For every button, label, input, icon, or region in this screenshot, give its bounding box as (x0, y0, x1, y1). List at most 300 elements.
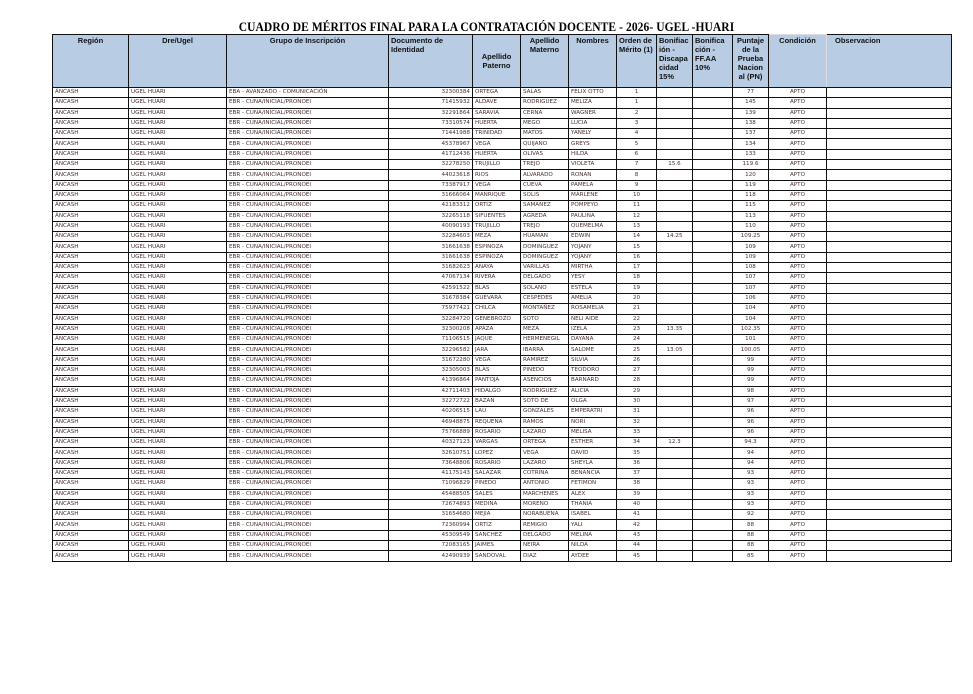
cell-documento: 41396864 (389, 376, 473, 386)
table-row (53, 160, 952, 170)
cell-documento: 42591522 (389, 283, 473, 293)
cell-grupo: EBR - CUNA/INICIAL/PRONOEI (227, 479, 389, 489)
cell-grupo: EBR - CUNA/INICIAL/PRONOEI (227, 427, 389, 437)
cell-bonif-ffaa (693, 458, 733, 468)
cell-bonif-discapacidad (657, 293, 693, 303)
table-row (53, 499, 952, 509)
cell-region: ÁNCASH (53, 232, 129, 242)
cell-ugel: UGEL HUARI (129, 180, 227, 190)
cell-grupo: EBR - CUNA/INICIAL/PRONOEI (227, 232, 389, 242)
cell-observacion (827, 438, 952, 448)
cell-apellido-materno: MONTAÑEZ (521, 304, 569, 314)
cell-apellido-paterno: SIFUENTES (473, 211, 521, 221)
cell-observacion (827, 335, 952, 345)
cell-bonif-discapacidad: 14.25 (657, 232, 693, 242)
cell-puntaje: 96 (733, 427, 769, 437)
cell-orden: 4 (617, 129, 657, 139)
cell-grupo: EBR - CUNA/INICIAL/PRONOEI (227, 242, 389, 252)
cell-grupo: EBR - CUNA/INICIAL/PRONOEI (227, 263, 389, 273)
cell-orden: 1 (617, 98, 657, 108)
cell-nombres: BARNARD (569, 376, 617, 386)
cell-documento: 32284603 (389, 232, 473, 242)
cell-nombres: BENANCIA (569, 468, 617, 478)
cell-grupo: EBR - CUNA/INICIAL/PRONOEI (227, 355, 389, 365)
cell-grupo: EBR - CUNA/INICIAL/PRONOEI (227, 551, 389, 561)
cell-orden: 27 (617, 366, 657, 376)
table-row (53, 335, 952, 345)
cell-ugel: UGEL HUARI (129, 211, 227, 221)
cell-condicion: APTO (769, 304, 827, 314)
cell-bonif-discapacidad (657, 273, 693, 283)
cell-orden: 17 (617, 263, 657, 273)
table-row (53, 530, 952, 540)
cell-grupo: EBR - CUNA/INICIAL/PRONOEI (227, 345, 389, 355)
cell-documento: 72083165 (389, 541, 473, 551)
table-row (53, 520, 952, 530)
cell-nombres: SHEYLA (569, 458, 617, 468)
cell-documento: 42490939 (389, 551, 473, 561)
cell-apellido-materno: IBARRA (521, 345, 569, 355)
cell-ugel: UGEL HUARI (129, 304, 227, 314)
cell-ugel: UGEL HUARI (129, 98, 227, 108)
table-row (53, 468, 952, 478)
cell-nombres: VIOLETA (569, 160, 617, 170)
cell-orden: 25 (617, 345, 657, 355)
table-row (53, 345, 952, 355)
cell-observacion (827, 201, 952, 211)
cell-observacion (827, 510, 952, 520)
cell-observacion (827, 180, 952, 190)
cell-nombres: DAYANA (569, 335, 617, 345)
cell-condicion: APTO (769, 551, 827, 561)
cell-orden: 22 (617, 314, 657, 324)
cell-region: ÁNCASH (53, 190, 129, 200)
cell-bonif-ffaa (693, 448, 733, 458)
cell-apellido-materno: LAZARO (521, 427, 569, 437)
table-row (53, 108, 952, 118)
cell-bonif-ffaa (693, 366, 733, 376)
cell-documento: 31666064 (389, 190, 473, 200)
table-row (53, 510, 952, 520)
cell-grupo: EBR - CUNA/INICIAL/PRONOEI (227, 335, 389, 345)
table-row (53, 417, 952, 427)
cell-ugel: UGEL HUARI (129, 160, 227, 170)
cell-apellido-paterno: JAQUE (473, 335, 521, 345)
cell-apellido-paterno: VEGA (473, 355, 521, 365)
cell-ugel: UGEL HUARI (129, 427, 227, 437)
cell-bonif-ffaa (693, 293, 733, 303)
cell-orden: 9 (617, 180, 657, 190)
cell-region: ÁNCASH (53, 149, 129, 159)
cell-observacion (827, 149, 952, 159)
cell-puntaje: 115 (733, 201, 769, 211)
cell-orden: 14 (617, 232, 657, 242)
cell-observacion (827, 458, 952, 468)
cell-ugel: UGEL HUARI (129, 335, 227, 345)
cell-bonif-discapacidad (657, 180, 693, 190)
cell-apellido-materno: LAZARO (521, 458, 569, 468)
cell-apellido-paterno: LAU (473, 407, 521, 417)
cell-orden: 31 (617, 407, 657, 417)
cell-apellido-paterno: BAZAN (473, 396, 521, 406)
cell-condicion: APTO (769, 232, 827, 242)
cell-orden: 16 (617, 252, 657, 262)
cell-nombres: POMPEYO (569, 201, 617, 211)
header-row (53, 35, 952, 88)
cell-apellido-paterno: MEJIA (473, 510, 521, 520)
cell-ugel: UGEL HUARI (129, 386, 227, 396)
cell-ugel: UGEL HUARI (129, 129, 227, 139)
cell-apellido-paterno: TRINIDAD (473, 129, 521, 139)
cell-condicion: APTO (769, 427, 827, 437)
cell-puntaje: 119.6 (733, 160, 769, 170)
cell-puntaje: 85 (733, 551, 769, 561)
cell-condicion: APTO (769, 314, 827, 324)
cell-grupo: EBR - CUNA/INICIAL/PRONOEI (227, 273, 389, 283)
cell-region: ÁNCASH (53, 129, 129, 139)
cell-apellido-materno: SOLANO (521, 283, 569, 293)
cell-observacion (827, 108, 952, 118)
cell-observacion (827, 530, 952, 540)
cell-apellido-paterno: MEZA (473, 232, 521, 242)
cell-puntaje: 104 (733, 304, 769, 314)
cell-orden: 5 (617, 139, 657, 149)
cell-region: ÁNCASH (53, 108, 129, 118)
cell-bonif-ffaa (693, 139, 733, 149)
cell-bonif-ffaa (693, 468, 733, 478)
cell-condicion: APTO (769, 489, 827, 499)
cell-puntaje: 110 (733, 221, 769, 231)
cell-bonif-discapacidad: 15.6 (657, 160, 693, 170)
cell-apellido-materno: NEIRA (521, 541, 569, 551)
table-row (53, 180, 952, 190)
cell-region: ÁNCASH (53, 88, 129, 98)
cell-grupo: EBR - CUNA/INICIAL/PRONOEI (227, 149, 389, 159)
cell-puntaje: 109.25 (733, 232, 769, 242)
cell-documento: 40090193 (389, 221, 473, 231)
cell-nombres: YANELY (569, 129, 617, 139)
cell-condicion: APTO (769, 499, 827, 509)
cell-region: ÁNCASH (53, 479, 129, 489)
cell-apellido-paterno: MANRIQUE (473, 190, 521, 200)
cell-apellido-materno: SOTO DE (521, 396, 569, 406)
cell-puntaje: 102.35 (733, 324, 769, 334)
cell-orden: 10 (617, 190, 657, 200)
cell-region: ÁNCASH (53, 366, 129, 376)
cell-orden: 38 (617, 479, 657, 489)
cell-bonif-discapacidad (657, 355, 693, 365)
cell-condicion: APTO (769, 520, 827, 530)
cell-apellido-materno: REMIGIO (521, 520, 569, 530)
cell-region: ÁNCASH (53, 376, 129, 386)
cell-documento: 32300384 (389, 88, 473, 98)
cell-observacion (827, 499, 952, 509)
cell-nombres: YOJANY (569, 252, 617, 262)
cell-bonif-ffaa (693, 417, 733, 427)
cell-orden: 37 (617, 468, 657, 478)
cell-nombres: SILVIA (569, 355, 617, 365)
cell-bonif-ffaa (693, 283, 733, 293)
cell-condicion: APTO (769, 479, 827, 489)
table-row (53, 263, 952, 273)
cell-apellido-materno: MEGO (521, 118, 569, 128)
cell-observacion (827, 386, 952, 396)
cell-grupo: EBR - CUNA/INICIAL/PRONOEI (227, 160, 389, 170)
cell-grupo: EBR - CUNA/INICIAL/PRONOEI (227, 98, 389, 108)
table-row (53, 304, 952, 314)
cell-bonif-discapacidad (657, 520, 693, 530)
cell-condicion: APTO (769, 170, 827, 180)
cell-bonif-discapacidad (657, 190, 693, 200)
cell-ugel: UGEL HUARI (129, 314, 227, 324)
cell-condicion: APTO (769, 242, 827, 252)
cell-grupo: EBR - CUNA/INICIAL/PRONOEI (227, 499, 389, 509)
cell-apellido-paterno: VEGA (473, 139, 521, 149)
cell-condicion: APTO (769, 180, 827, 190)
cell-puntaje: 98 (733, 386, 769, 396)
cell-apellido-paterno: GUEVARA (473, 293, 521, 303)
cell-grupo: EBR - CUNA/INICIAL/PRONOEI (227, 541, 389, 551)
cell-observacion (827, 160, 952, 170)
cell-documento: 32296582 (389, 345, 473, 355)
cell-apellido-materno: DOMINGUEZ (521, 242, 569, 252)
cell-grupo: EBR - CUNA/INICIAL/PRONOEI (227, 407, 389, 417)
cell-region: ÁNCASH (53, 252, 129, 262)
cell-apellido-materno: DELGADO (521, 273, 569, 283)
header-condicion: Condición (769, 35, 827, 88)
cell-bonif-ffaa (693, 427, 733, 437)
cell-puntaje: 88 (733, 541, 769, 551)
cell-condicion: APTO (769, 541, 827, 551)
cell-ugel: UGEL HUARI (129, 458, 227, 468)
cell-apellido-paterno: JARA (473, 345, 521, 355)
cell-observacion (827, 273, 952, 283)
cell-orden: 3 (617, 118, 657, 128)
cell-grupo: EBR - CUNA/INICIAL/PRONOEI (227, 386, 389, 396)
cell-region: ÁNCASH (53, 139, 129, 149)
cell-ugel: UGEL HUARI (129, 201, 227, 211)
cell-puntaje: 104 (733, 314, 769, 324)
cell-ugel: UGEL HUARI (129, 170, 227, 180)
document-title: CUADRO DE MÉRITOS FINAL PARA LA CONTRATACIÓN DOCENTE - 2026- UGEL -HUARI (238, 20, 735, 34)
table-row (53, 407, 952, 417)
table-row (53, 242, 952, 252)
cell-puntaje: 109 (733, 242, 769, 252)
cell-observacion (827, 396, 952, 406)
cell-apellido-paterno: SANCHEZ (473, 530, 521, 540)
cell-puntaje: 96 (733, 407, 769, 417)
cell-orden: 32 (617, 417, 657, 427)
cell-bonif-ffaa (693, 355, 733, 365)
cell-orden: 2 (617, 108, 657, 118)
cell-puntaje: 101 (733, 335, 769, 345)
cell-region: ÁNCASH (53, 201, 129, 211)
cell-bonif-ffaa (693, 129, 733, 139)
cell-documento: 73387917 (389, 180, 473, 190)
cell-bonif-discapacidad (657, 88, 693, 98)
cell-region: ÁNCASH (53, 448, 129, 458)
cell-observacion (827, 283, 952, 293)
cell-ugel: UGEL HUARI (129, 88, 227, 98)
cell-apellido-materno: DELGADO (521, 530, 569, 540)
cell-ugel: UGEL HUARI (129, 499, 227, 509)
cell-bonif-ffaa (693, 273, 733, 283)
cell-nombres: MIRTHA (569, 263, 617, 273)
cell-documento: 41175143 (389, 468, 473, 478)
cell-region: ÁNCASH (53, 242, 129, 252)
cell-bonif-discapacidad (657, 263, 693, 273)
cell-nombres: OLGA (569, 396, 617, 406)
cell-ugel: UGEL HUARI (129, 407, 227, 417)
cell-condicion: APTO (769, 293, 827, 303)
cell-observacion (827, 88, 952, 98)
cell-region: ÁNCASH (53, 293, 129, 303)
cell-nombres: FETIMON (569, 479, 617, 489)
cell-grupo: EBR - CUNA/INICIAL/PRONOEI (227, 221, 389, 231)
cell-documento: 31678384 (389, 293, 473, 303)
cell-documento: 32278250 (389, 160, 473, 170)
cell-condicion: APTO (769, 458, 827, 468)
cell-puntaje: 99 (733, 355, 769, 365)
cell-documento: 45488505 (389, 489, 473, 499)
cell-bonif-discapacidad: 12.3 (657, 438, 693, 448)
cell-apellido-materno: MATOS (521, 129, 569, 139)
cell-puntaje: 106 (733, 293, 769, 303)
cell-bonif-ffaa (693, 180, 733, 190)
cell-apellido-materno: AGREDA (521, 211, 569, 221)
cell-ugel: UGEL HUARI (129, 355, 227, 365)
cell-orden: 36 (617, 458, 657, 468)
table-row (53, 149, 952, 159)
cell-apellido-materno: VEGA (521, 448, 569, 458)
cell-region: ÁNCASH (53, 458, 129, 468)
cell-nombres: THANIA (569, 499, 617, 509)
cell-observacion (827, 551, 952, 561)
cell-puntaje: 109 (733, 252, 769, 262)
cell-grupo: EBR - CUNA/INICIAL/PRONOEI (227, 139, 389, 149)
cell-apellido-paterno: SANDOVAL (473, 551, 521, 561)
cell-region: ÁNCASH (53, 304, 129, 314)
cell-orden: 26 (617, 355, 657, 365)
cell-bonif-ffaa (693, 149, 733, 159)
cell-apellido-paterno: LOPEZ (473, 448, 521, 458)
cell-documento: 71441988 (389, 129, 473, 139)
cell-bonif-discapacidad (657, 221, 693, 231)
cell-apellido-paterno: ESPINOZA (473, 252, 521, 262)
cell-puntaje: 88 (733, 520, 769, 530)
cell-region: ÁNCASH (53, 489, 129, 499)
cell-ugel: UGEL HUARI (129, 293, 227, 303)
cell-grupo: EBR - CUNA/INICIAL/PRONOEI (227, 304, 389, 314)
cell-observacion (827, 541, 952, 551)
cell-apellido-paterno: GENEBROZO (473, 314, 521, 324)
cell-bonif-ffaa (693, 499, 733, 509)
cell-orden: 11 (617, 201, 657, 211)
cell-bonif-ffaa (693, 108, 733, 118)
cell-grupo: EBR - CUNA/INICIAL/PRONOEI (227, 190, 389, 200)
cell-orden: 44 (617, 541, 657, 551)
cell-bonif-discapacidad (657, 499, 693, 509)
table-row (53, 355, 952, 365)
table-row (53, 232, 952, 242)
cell-documento: 31654680 (389, 510, 473, 520)
cell-apellido-materno: NORABUENA (521, 510, 569, 520)
cell-bonif-discapacidad (657, 242, 693, 252)
cell-condicion: APTO (769, 345, 827, 355)
cell-observacion (827, 355, 952, 365)
header-grupo-inscripcion: Grupo de Inscripción (227, 35, 389, 88)
cell-orden: 33 (617, 427, 657, 437)
cell-apellido-paterno: ORTIZ (473, 201, 521, 211)
cell-documento: 31682623 (389, 263, 473, 273)
cell-puntaje: 118 (733, 190, 769, 200)
cell-orden: 39 (617, 489, 657, 499)
cell-apellido-materno: SALAS (521, 88, 569, 98)
cell-documento: 72674893 (389, 499, 473, 509)
cell-apellido-materno: HUAMAN (521, 232, 569, 242)
cell-condicion: APTO (769, 88, 827, 98)
cell-bonif-ffaa (693, 551, 733, 561)
cell-nombres: MARLENE (569, 190, 617, 200)
cell-bonif-ffaa (693, 345, 733, 355)
cell-apellido-paterno: CHILCA (473, 304, 521, 314)
header-apellido-paterno: Apellido Paterno (473, 35, 521, 88)
cell-condicion: APTO (769, 201, 827, 211)
cell-documento: 31661638 (389, 252, 473, 262)
cell-nombres: AYDEE (569, 551, 617, 561)
cell-orden: 24 (617, 335, 657, 345)
cell-apellido-paterno: ORTEGA (473, 88, 521, 98)
cell-orden: 41 (617, 510, 657, 520)
cell-region: ÁNCASH (53, 118, 129, 128)
cell-puntaje: 107 (733, 273, 769, 283)
cell-region: ÁNCASH (53, 273, 129, 283)
cell-region: ÁNCASH (53, 221, 129, 231)
cell-condicion: APTO (769, 108, 827, 118)
cell-documento: 73648806 (389, 458, 473, 468)
cell-bonif-ffaa (693, 118, 733, 128)
cell-observacion (827, 376, 952, 386)
cell-nombres: YALI (569, 520, 617, 530)
table-row (53, 489, 952, 499)
cell-apellido-paterno: VARGAS (473, 438, 521, 448)
cell-apellido-materno: SAMANEZ (521, 201, 569, 211)
cell-ugel: UGEL HUARI (129, 448, 227, 458)
cell-ugel: UGEL HUARI (129, 232, 227, 242)
cell-nombres: ISABEL (569, 510, 617, 520)
cell-orden: 29 (617, 386, 657, 396)
cell-bonif-discapacidad (657, 407, 693, 417)
cell-observacion (827, 98, 952, 108)
cell-nombres: TEODORO (569, 366, 617, 376)
cell-apellido-materno: CERNA (521, 108, 569, 118)
cell-apellido-materno: MORENO (521, 499, 569, 509)
cell-grupo: EBR - CUNA/INICIAL/PRONOEI (227, 201, 389, 211)
cell-bonif-discapacidad (657, 304, 693, 314)
cell-apellido-materno: VARILLAS (521, 263, 569, 273)
cell-observacion (827, 314, 952, 324)
cell-ugel: UGEL HUARI (129, 221, 227, 231)
cell-bonif-discapacidad (657, 427, 693, 437)
cell-grupo: EBR - CUNA/INICIAL/PRONOEI (227, 376, 389, 386)
cell-documento: 45309549 (389, 530, 473, 540)
cell-observacion (827, 221, 952, 231)
cell-puntaje: 94 (733, 458, 769, 468)
cell-apellido-materno: MARCHENES (521, 489, 569, 499)
cell-bonif-discapacidad (657, 510, 693, 520)
cell-puntaje: 94.3 (733, 438, 769, 448)
cell-region: ÁNCASH (53, 98, 129, 108)
